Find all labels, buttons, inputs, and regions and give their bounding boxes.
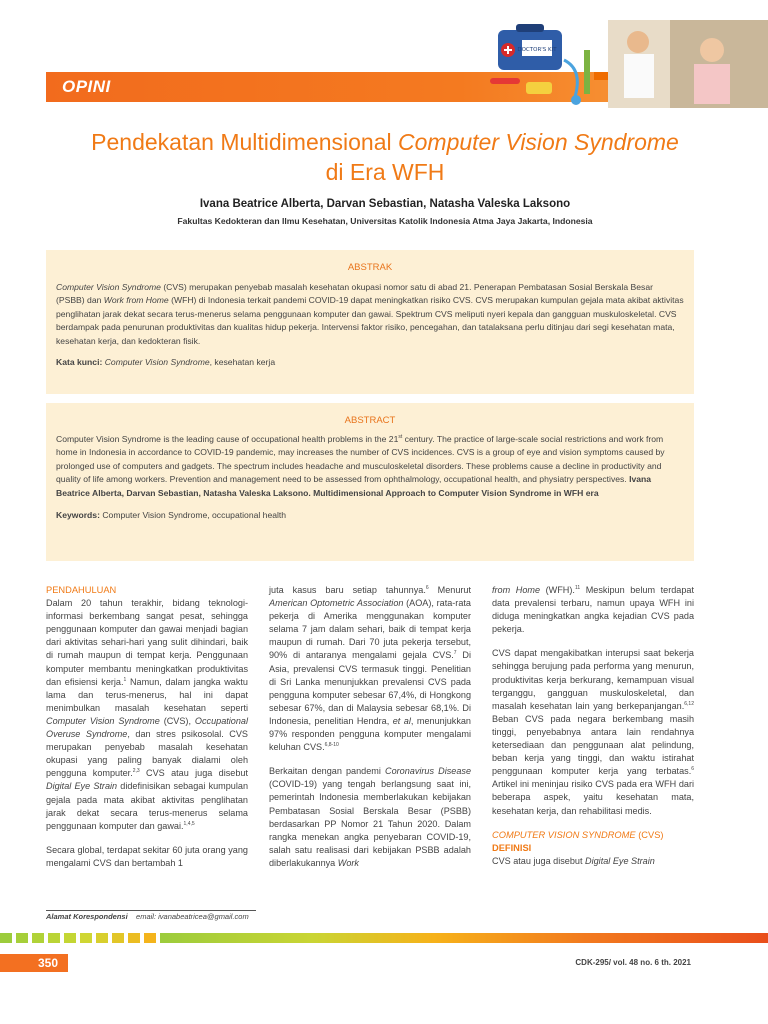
paragraph: CVS atau juga disebut Digital Eye Strain	[492, 855, 655, 866]
abstrak-box	[46, 250, 694, 394]
child-icon	[700, 38, 724, 62]
kit-label: DOCTOR'S KIT	[517, 47, 557, 53]
abstrak-heading: ABSTRAK	[347, 262, 393, 273]
paragraph: from Home (WFH).$^{11}$ Meskipun belum terdapat data prevalensi terbaru, namun upaya WFH ini diduga meningkatkan angka kejadian CVS pada pekerja.	[492, 584, 694, 635]
column-2	[269, 584, 471, 881]
abstract-keywords: Keywords: Computer Vision Syndrome, occupational health	[56, 510, 287, 521]
decorative-stripe	[0, 933, 768, 943]
paragraph: Secara global, terdapat sekitar 60 juta orang yang mengalami CVS dan bertambah 1	[46, 844, 248, 868]
correspondence: Alamat Korespondensi email: ivanabeatricea@gmail.com	[46, 912, 249, 921]
footnote-rule	[46, 910, 256, 911]
affiliation: Fakultas Kedokteran dan Ilmu Kesehatan, Universitas Katolik Indonesia Atma Jaya Jakarta, Indonesia	[177, 216, 593, 226]
paragraph: Berkaitan dengan pandemi Coronavirus Disease (COVID-19) yang tengah berlangsung saat ini, pemerintah Indonesia memberlakukan kebijakan Pembatasan Sosial Berskala Besar (PSBB) berdasarkan PP Nomor 21 Tahun 2020. Dalam rangka menekan angka penyebaran COVID-19, salah satu realisasi dari kebijakan PSBB adalah diberlakukannya Work	[269, 766, 471, 868]
article-title: Pendekatan Multidimensional Computer Vision Syndrome	[91, 129, 679, 155]
hero-illustration	[490, 20, 768, 108]
journal-citation: CDK-295/ vol. 48 no. 6 th. 2021	[575, 958, 691, 967]
section-label: OPINI	[62, 77, 111, 96]
abstract-box	[46, 403, 694, 561]
page-number: 350	[38, 956, 59, 970]
abstrak-text: Computer Vision Syndrome (CVS) merupakan penyebab masalah kesehatan okupasi nomor satu di abad 21. Penerapan Pembatasan Sosial Berskala Besar (PSBB) dan Work from Home (WFH) di Indonesia terkait pandemi COVID-19 dapat meningkatkan risiko CVS. CVS merupakan kumpulan gejala mata akibat aktivitas penglihatan jarak dekat secara terus-menerus selama penggunaan komputer dan gawai. Spektrum CVS meliputi nyeri kepala dan gangguan muskuloskeletal. CVS berdampak pada penurunan produktivitas dan kualitas hidup pekerja. Intervensi faktor risiko, pencegahan, dan tatalaksana perlu ditinjau dari segi kesehatan mata, kesehatan kerja, dan kedokteran fisik.	[56, 282, 684, 346]
abstrak-keywords: Kata kunci: Computer Vision Syndrome, kesehatan kerja	[56, 357, 276, 368]
paragraph: Dalam 20 tahun terakhir, bidang teknologi-informasi berkembang sangat pesat, sehingga penggunaan komputer dan gawai menjadi bagian dari aktivitas sehari-hari yang sulit dihindari, baik di rumah maupun di tempat kerja. Penggunaan komputer membantu meningkatkan produktivitas dan efisiensi kerja.$^1$ Namun, dalam jangka waktu lama dan terus-menerus, hal ini dapat menimbulkan masalah kesehatan seperti Computer Vision Syndrome (CVS), Occupational Overuse Syndrome, dan stres psikosolal. CVS merupakan penyebab masalah kesehatan okupasi yang paling banyak dialami oleh pengguna komputer.$^{2,3}$ CVS atau juga disebut Digital Eye Strain didefinisikan sebagai kumpulan gejala pada mata akibat aktivitas penglihatan jarak dekat secara terus-menerus selama penggunaan komputer dan gawai.$^{1,4,5}$	[46, 598, 249, 831]
abstract-heading: ABSTRACT	[344, 415, 396, 426]
doctor-icon	[627, 31, 649, 53]
heading-definisi: DEFINISI	[492, 842, 532, 853]
paragraph: juta kasus baru setiap tahunnya.$^6$ Menurut American Optometric Association (AOA), rata-rata pekerja di Amerika menggunakan komputer selama 7 jam dalam sehari, baik di tempat kerja maupun di rumah. Dari 70 juta pekerja tersebut, 90% di antaranya mengalami gejala CVS.$^7$ Di Asia, prevalensi CVS termasuk tinggi. Penelitian di Sri Lanka menunjukkan prevalensi CVS pada pengguna komputer sebesar 67,4%, di Hongkong sebesar 67%, dan di Malaysia sebesar 68,1%. Di Indonesia, penelitian Hendra, et al, menunjukkan 97% responden pengguna komputer mengalami keluhan CVS.$^{6,8-10}$	[269, 584, 472, 753]
authors: Ivana Beatrice Alberta, Darvan Sebastian, Natasha Valeska Laksono	[199, 198, 571, 210]
paragraph: CVS dapat mengakibatkan interupsi saat bekerja sehingga berujung pada performa yang menurun, produktivitas kerja berkurang, kemampuan visual terganggu, gangguan muskuloskeletal, dan masalah kesehatan lain yang berkepanjangan.$^{6,12}$ Beban CVS pada negara berkembang masih tinggi, penyebabnya antara lain rendahnya ketersediaan dan penggunaan alat pelindung, beban kerja yang tinggi, dan waktu istirahat penggunaan komputer kerja yang terbatas.$^6$ Artikel ini meninjau risiko CVS pada era WFH dari beberapa aspek, yaitu kesehatan mata, kesehatan kerja, dan rehabilitasi medis.	[492, 648, 694, 816]
column-1	[46, 584, 248, 881]
heading-cvs: COMPUTER VISION SYNDROME (CVS)	[492, 829, 664, 840]
column-3	[492, 584, 694, 879]
abstract-text: Computer Vision Syndrome is the leading cause of occupational health problems in the 21st century. The practice of large-scale social restrictions and work from home in Indonesia in accordance to COVID-19 pandemic, may increases the number of CVS incidences. CVS is a group of eye and vision symptoms caused by prolonged use of computers and gadgets. The spectrum includes headache and musculoskeletal disorders. These problems cause a decline in productivity and quality of life among workers. Prevention and management need to be assessed from ophthalmology, occupational health, and physiatry perspectives. Ivana Beatrice Alberta, Darvan Sebastian, Natasha Valeska Laksono. Multidimensional Approach to Computer Vision Syndrome in WFH era	[56, 434, 665, 498]
article-title-line2: di Era WFH	[325, 159, 445, 185]
heading-pendahuluan: PENDAHULUAN	[46, 585, 117, 595]
